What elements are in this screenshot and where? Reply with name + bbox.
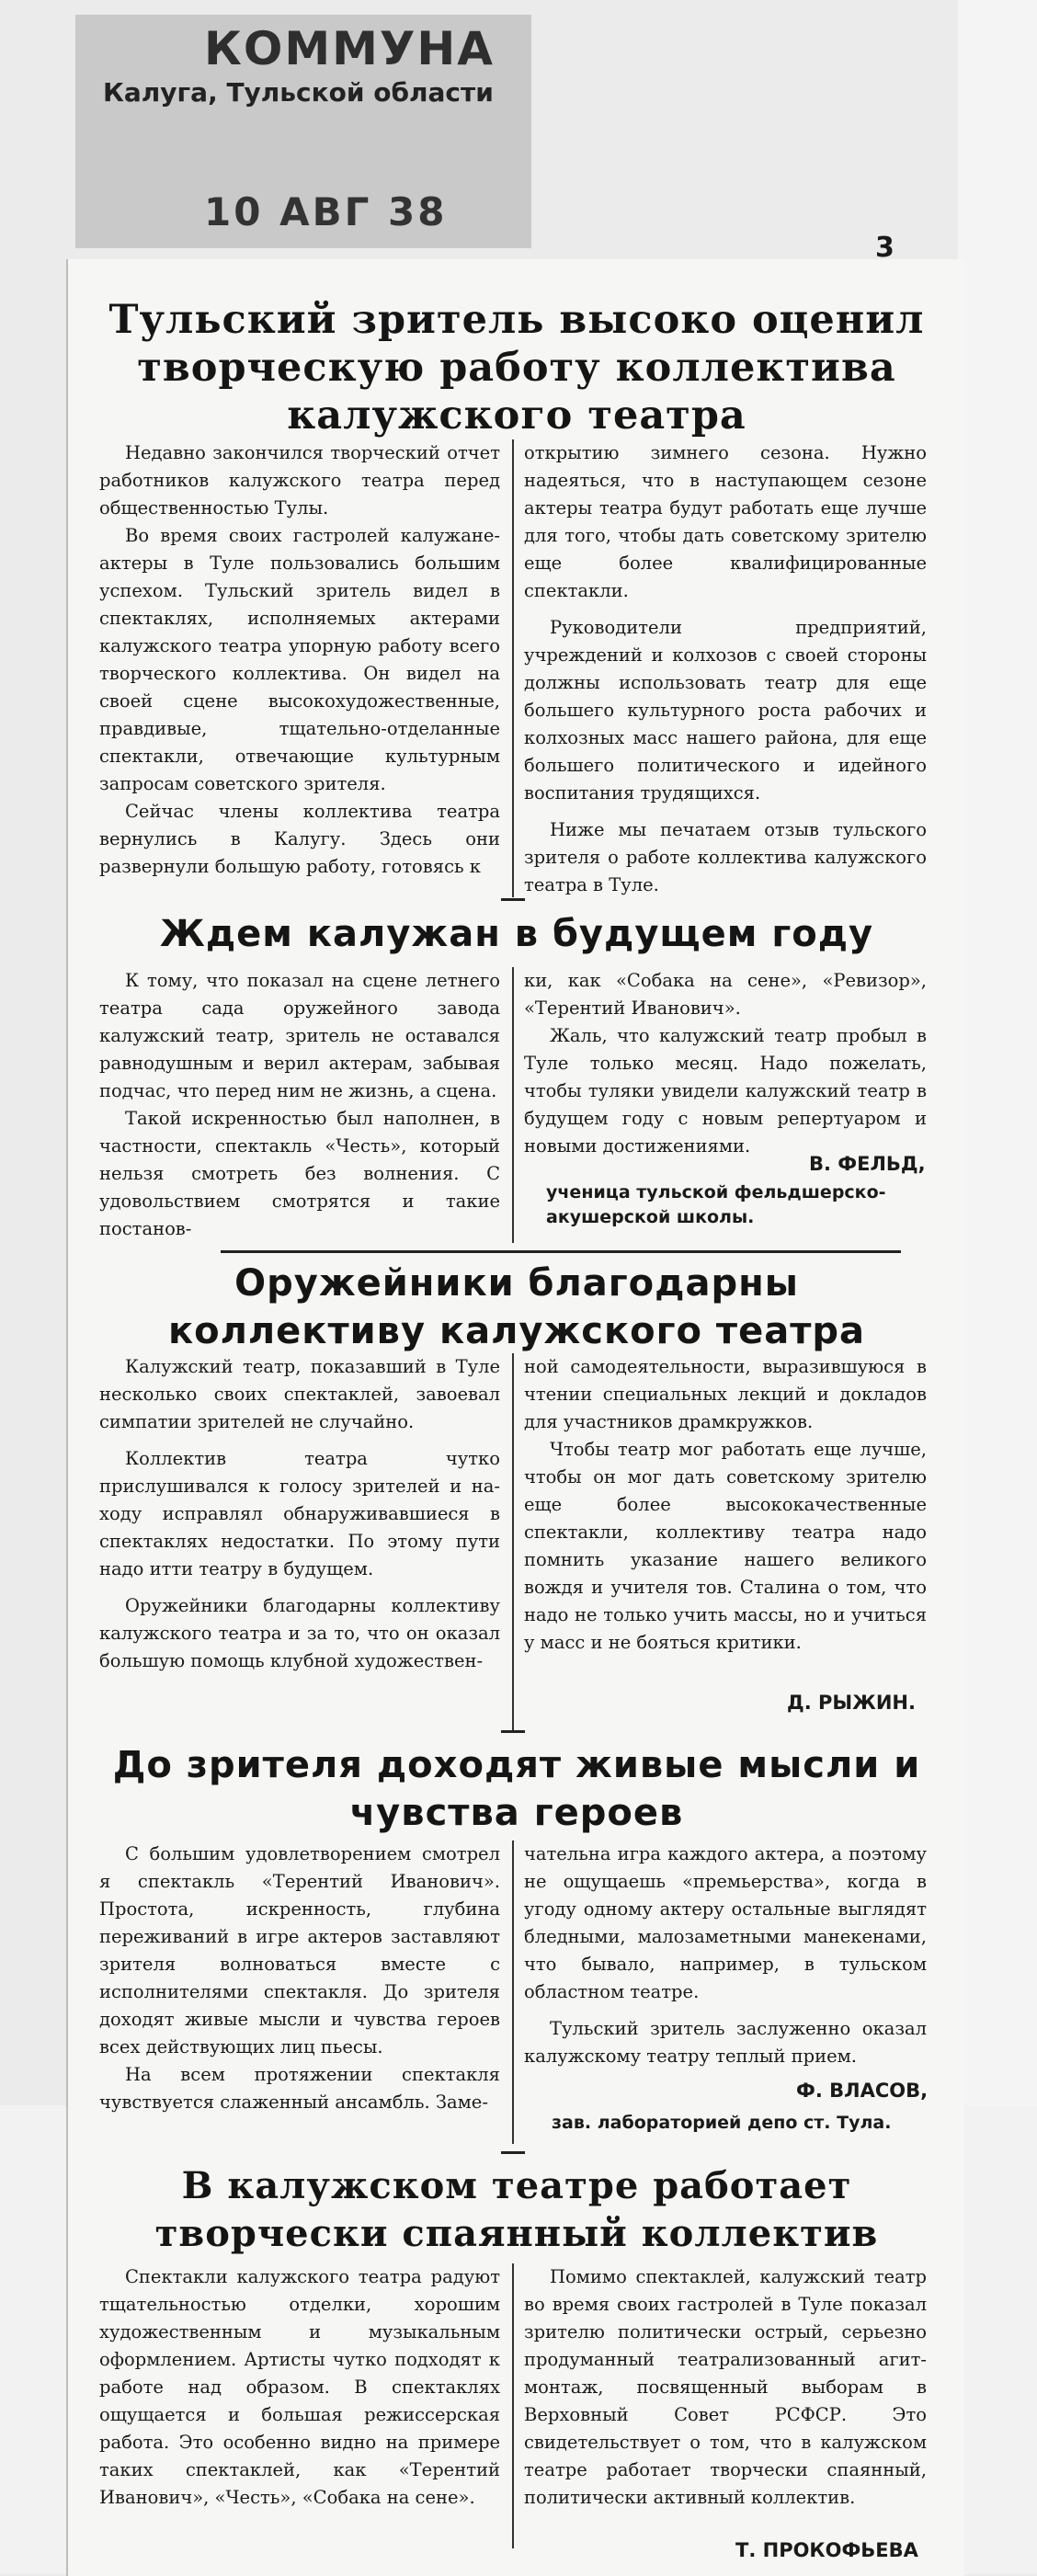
article-4-paragraph: На всем протяжении спектакля чувствуется слаженный ансамбль. Заме- [99,2064,500,2113]
archive-stamp [75,15,531,248]
article-3-paragraph: Калужский театр, показавший в Туле несколько своих спектаклей, завоевал симпатии зрителей не случайно. [99,1356,500,1432]
section-divider [501,2151,525,2154]
column-divider [512,1841,514,2144]
stamp-city: Калуга, Тульской области [103,77,494,108]
article-1-paragraph: Во время своих гастролей калужане-актеры в Туле пользовались большим успехом. Тульский зритель видел в спектаклях, исполняемых актерами калужского театра упорную работу всего творческого коллектива. Он видел на своей сцене высокохудожественные, правдивые, тщательно-отделанные спектакли, отвечающие культурным запросам советского зрителя. [99,525,500,794]
article-1-paragraph: открытию зимнего сезона. Нужно надеяться, что в наступающем сезоне актеры театра будут работать еще лучше для того, чтобы дать советскому зрителю еще более квалифицированные спектакли. [524,442,927,601]
article-2-headline: Ждем калужан в будущем году [159,913,874,955]
article-4-headline: До зрителя доходят живые мысли и чувства героев [112,1744,921,1834]
article-2-paragraph: ки, как «Собака на сене», «Ревизор», «Терентий Иванович». [524,970,927,1019]
article-2-column-right [524,967,927,1160]
column-divider [512,2263,514,2548]
article-3-paragraph: Коллектив театра чутко прислушивался к голосу зрителей и на-ходу исправлял обнаруживавшиеся в спектаклях недостатки. По этому пути надо итти театру в будущем. [99,1448,500,1579]
article-1-headline: Тульский зритель высоко оценил творческую работу коллектива калужского театра [108,297,925,439]
column-divider [512,1353,514,1732]
stamp-newspaper-name: КОММУНА [204,22,495,75]
article-5-column-left [99,2263,500,2512]
article-4-column-left [99,1841,500,2116]
article-3-headline: Оружейники благодарны коллективу калужского театра [167,1262,866,1352]
article-1-paragraph: Недавно закончился творческий отчет работников калужского театра перед общественностью Тулы. [99,442,500,519]
article-5-signature: Т. ПРОКОФЬЕВА [735,2539,918,2561]
page-number: 3 [875,232,895,264]
article-5-paragraph: Спектакли калужского театра радуют тщательностью отделки, хорошим художественным и музыкальным оформлением. Артисты чутко подходят к работе над образом. В спектаклях ощущается и большая режиссерская работа. Это особенно видно на примере таких спектаклей, как «Терентий Иванович», «Честь», «Собака на сене». [99,2266,500,2508]
article-2-paragraph: Жаль, что калужский театр пробыл в Туле только месяц. Надо пожелать, чтобы туляки увидели калужский театр в будущем году с новым репертуаром и новыми достижениями. [524,1025,927,1157]
section-divider [221,1250,901,1253]
column-divider [512,967,514,1243]
article-4-paragraph: чательна игра каждого актера, а поэтому не ощущаешь «премьерства», когда в угоду одному актеру остальные выглядят бледными, малозаметными манекенами, что бывало, например, в тульском областном театре. [524,1843,927,2002]
article-2-paragraph: Такой искренностью был наполнен, в частности, спектакль «Честь», который нельзя смотреть без волнения. С удовольствием смотрятся и такие постанов- [99,1108,500,1239]
article-2-paragraph: К тому, что показал на сцене летнего театра сада оружейного завода калужский театр, зритель не оставался равнодушным и верил актерам, забывая подчас, что перед ним не жизнь, а сцена. [99,970,500,1101]
section-divider [501,1730,525,1733]
article-4-signature: Ф. ВЛАСОВ, [796,2080,929,2102]
stamp-date: 10 АВГ 38 [204,189,448,234]
article-4-column-right [524,1841,927,2070]
article-4-paragraph: С большим удовлетворением смотрел я спектакль «Терентий Иванович». Простота, искренность, глубина переживаний в игре актеров заставляют зрителя волноваться вместе с исполнителями спектакля. До зрителя доходят живые мысли и чувства героев всех действующих лиц пьесы. [99,1843,500,2057]
article-2-signature-subtitle: ученица тульской фельдшерско-акушерской школы. [546,1182,886,1227]
article-3-signature: Д. РЫЖИН. [787,1692,916,1714]
article-1-paragraph: Ниже мы печатаем отзыв тульского зрителя о работе коллектива калужского театра в Туле. [524,819,927,895]
article-1-paragraph: Руководители предприятий, учреждений и колхозов с своей стороны должны использовать театр для еще большего культурного роста рабочих и колхозных масс нашего района, для еще большего политического и идейного воспитания трудящихся. [524,617,927,804]
article-5-paragraph: Помимо спектаклей, калужский театр во время своих гастролей в Туле показал зрителю политически острый, серьезно продуманный театрализованный агит-монтаж, посвященный выборам в Верховный Совет РСФСР. Это свидетельствует о том, что в калужском театре работает творчески спаянный, политически активный коллектив. [524,2266,927,2508]
article-1-paragraph: Сейчас члены коллектива театра вернулись в Калугу. Здесь они развернули большую работу, готовясь к [99,801,500,877]
article-3-paragraph: Оружейники благодарны коллективу калужского театра и за то, что он оказал большую помощь клубной художествен- [99,1595,500,1671]
article-1-column-right [524,439,927,899]
section-divider [501,898,525,901]
article-2-signature: В. ФЕЛЬД, [809,1153,926,1175]
article-5-column-right [524,2263,927,2512]
article-3-paragraph: Чтобы театр мог работать еще лучше, чтобы он мог дать советскому зрителю еще более высококачественные спектакли, коллективу театра надо помнить указание нашего великого вождя и учителя тов. Сталина о том, что надо не только учить массы, но и учиться у масс и не бояться критики. [524,1439,927,1653]
article-5-headline: В калужском театре работает творчески спаянный коллектив [154,2164,879,2255]
article-3-column-left [99,1353,500,1675]
article-1-column-left [99,439,500,881]
article-3-column-right [524,1353,927,1657]
column-divider [512,439,514,897]
article-4-signature-subtitle: зав. лабораторией депо ст. Тула. [552,2113,892,2133]
article-4-paragraph: Тульский зритель заслуженно оказал калужскому театру теплый прием. [524,2018,927,2067]
article-2-column-left [99,967,500,1243]
article-3-paragraph: ной самодеятельности, выразившуюся в чтении специальных лекций и докладов для участников драмкружков. [524,1356,927,1432]
